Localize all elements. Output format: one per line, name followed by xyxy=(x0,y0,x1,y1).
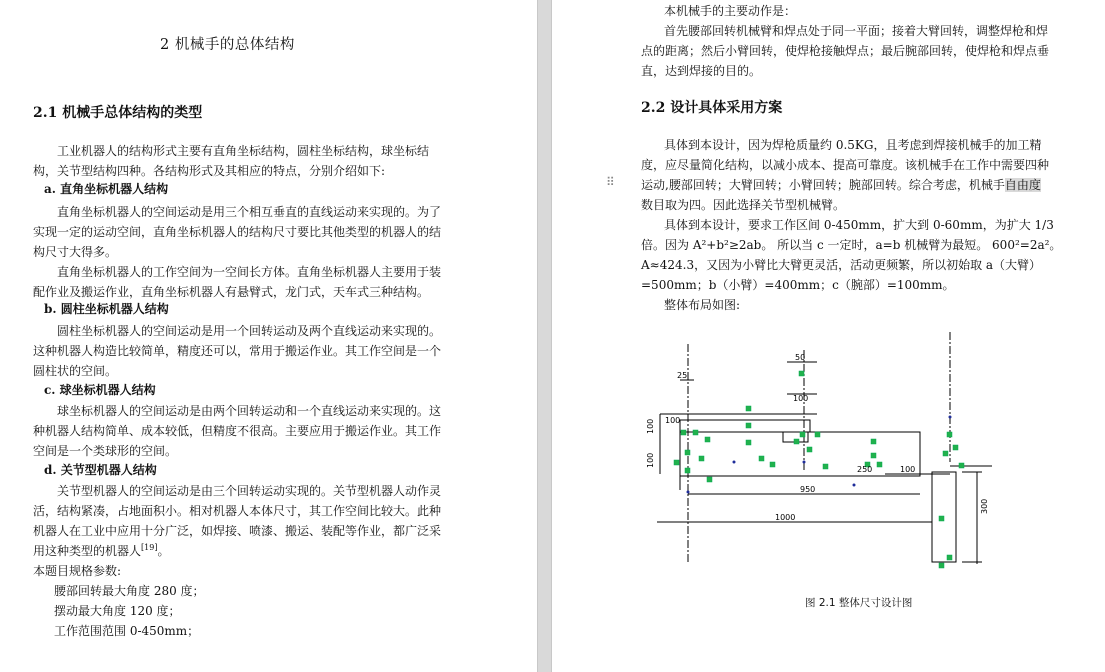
paragraph-line: 圆柱状的空间。 xyxy=(33,364,118,378)
paragraph-line: 直角坐标机器人的空间运动是用三个相互垂直的直线运动来实现的。为了 xyxy=(57,205,442,219)
citation-reference[interactable]: [19] xyxy=(141,543,158,552)
dim-300: 300 xyxy=(980,498,989,514)
dim-100-left-a: 100 xyxy=(646,418,655,434)
subheading-d: d. 关节型机器人结构 xyxy=(44,463,157,477)
section-2-1-heading: 2.1 机械手总体结构的类型 xyxy=(33,105,203,121)
paragraph-text: 用这种类型的机器人 xyxy=(33,544,142,558)
paragraph-line: 实现一定的运动空间，直角坐标机器人的结构尺寸要比其他类型的机器人的结 xyxy=(33,225,442,239)
paragraph-line: 活，结构紧凑，占地面积小。相对机器人本体尺寸，其工作空间比较大。此种 xyxy=(33,504,442,518)
drag-handle-icon[interactable]: ⠿ xyxy=(606,175,615,189)
paragraph-line: 构尺寸大得多。 xyxy=(33,245,118,259)
paragraph-line: 圆柱坐标机器人的空间运动是用一个回转运动及两个直线运动来实现的。 xyxy=(57,324,442,338)
selected-text[interactable]: 自由度 xyxy=(1004,178,1041,192)
dim-1000: 1000 xyxy=(775,513,796,522)
paragraph-line: 整体布局如图: xyxy=(664,298,741,312)
paragraph-line: 直角坐标机器人的工作空间为一空间长方体。直角坐标机器人主要用于装 xyxy=(57,265,442,279)
paragraph-line: 这种机器人构造比较简单，精度还可以，常用于搬运作业。其工作空间是一个 xyxy=(33,344,442,358)
chapter-title: 2 机械手的总体结构 xyxy=(160,37,295,53)
paragraph-line: 本机械手的主要动作是： xyxy=(664,4,797,18)
paragraph-line: 数目取为四。因此选择关节型机械臂。 xyxy=(641,198,846,212)
paragraph-line: 首先腰部回转机械臂和焊点处于同一平面；接着大臂回转，调整焊枪和焊 xyxy=(664,24,1049,38)
document-page-left xyxy=(0,0,537,672)
dimension-labels xyxy=(646,353,989,522)
paragraph-line: 机器人在工业中应用十分广泛，如焊接、喷漆、搬运、装配等作业，都广泛采 xyxy=(33,524,442,538)
paragraph-text: 运动,腰部回转；大臂回转；小臂回转；腕部回转。综合考虑，机械手 xyxy=(641,178,1005,192)
paragraph-line xyxy=(33,541,169,561)
subheading-b: b. 圆柱坐标机器人结构 xyxy=(44,302,169,316)
spec-item: 摆动最大角度 120 度； xyxy=(54,604,181,618)
dim-250: 250 xyxy=(857,465,873,474)
spec-item: 工作范围范围 0-450mm； xyxy=(54,624,200,638)
paragraph-line: 点的距离；然后小臂回转，使焊枪接触焊点；最后腕部回转，使焊枪和焊点垂 xyxy=(641,44,1050,58)
dim-100-right: 100 xyxy=(900,465,916,474)
paragraph-line: A≈424.3，又因为小臂比大臂更灵活，活动更频繁，所以初始取 a（大臂） xyxy=(641,258,1042,272)
dim-950: 950 xyxy=(800,485,816,494)
dim-100-mid: 100 xyxy=(665,416,681,425)
paragraph-line: 度，应尽量简化结构，以减小成本、提高可靠度。该机械手在工作中需要四种 xyxy=(641,158,1050,172)
page-gutter xyxy=(537,0,552,672)
figure-caption: 图 2.1 整体尺寸设计图 xyxy=(805,597,913,609)
paragraph-line: 空间是一个类球形的空间。 xyxy=(33,444,178,458)
drawing-lines xyxy=(657,332,992,564)
spec-item: 腰部回转最大角度 280 度； xyxy=(54,584,205,598)
paragraph-line: 工业机器人的结构形式主要有直角坐标结构，圆柱坐标结构，球坐标结 xyxy=(57,144,430,158)
paragraph-text: 。 xyxy=(157,544,170,558)
paragraph-line: 具体到本设计，因为焊枪质量约 0.5KG，且考虑到焊接机械手的加工精 xyxy=(664,138,1042,152)
paragraph-line: 配作业及搬运作业，直角坐标机器人有悬臂式，龙门式，天车式三种结构。 xyxy=(33,285,430,299)
dim-100-top: 100 xyxy=(793,394,809,403)
spec-title: 本题目规格参数: xyxy=(33,564,122,578)
section-2-2-heading: 2.2 设计具体采用方案 xyxy=(641,100,783,116)
paragraph-line: =500mm；b（小臂）=400mm；c（腕部）=100mm。 xyxy=(641,278,955,292)
dimension-drawing[interactable] xyxy=(647,322,1007,582)
dim-100-left-b: 100 xyxy=(646,452,655,468)
paragraph-line: 构，关节型结构四种。各结构形式及其相应的特点，分别介绍如下: xyxy=(33,164,386,178)
subheading-c: c. 球坐标机器人结构 xyxy=(44,383,156,397)
paragraph-line: 关节型机器人的空间运动是由三个回转运动实现的。关节型机器人动作灵 xyxy=(57,484,442,498)
paragraph-line: 直，达到焊接的目的。 xyxy=(641,64,762,78)
subheading-a: a. 直角坐标机器人结构 xyxy=(44,182,169,196)
dim-50: 50 xyxy=(795,353,806,362)
axis-markers xyxy=(687,416,952,494)
paragraph-line: 倍。因为 A²+b²≥2ab。 所以当 c 一定时，a=b 机械臂为最短。 600²=2a²。 xyxy=(641,238,1062,252)
document-page-right xyxy=(552,0,1105,672)
paragraph-line xyxy=(641,175,1041,195)
paragraph-line: 具体到本设计，要求工作区间 0-450mm，扩大到 0-60mm，为扩大 1/3 xyxy=(664,218,1054,232)
paragraph-line: 种机器人结构简单、成本较低，但精度不很高。主要应用于搬运作业。其工作 xyxy=(33,424,442,438)
paragraph-line: 球坐标机器人的空间运动是由两个回转运动和一个直线运动来实现的。这 xyxy=(57,404,442,418)
dim-25: 25 xyxy=(677,371,688,380)
